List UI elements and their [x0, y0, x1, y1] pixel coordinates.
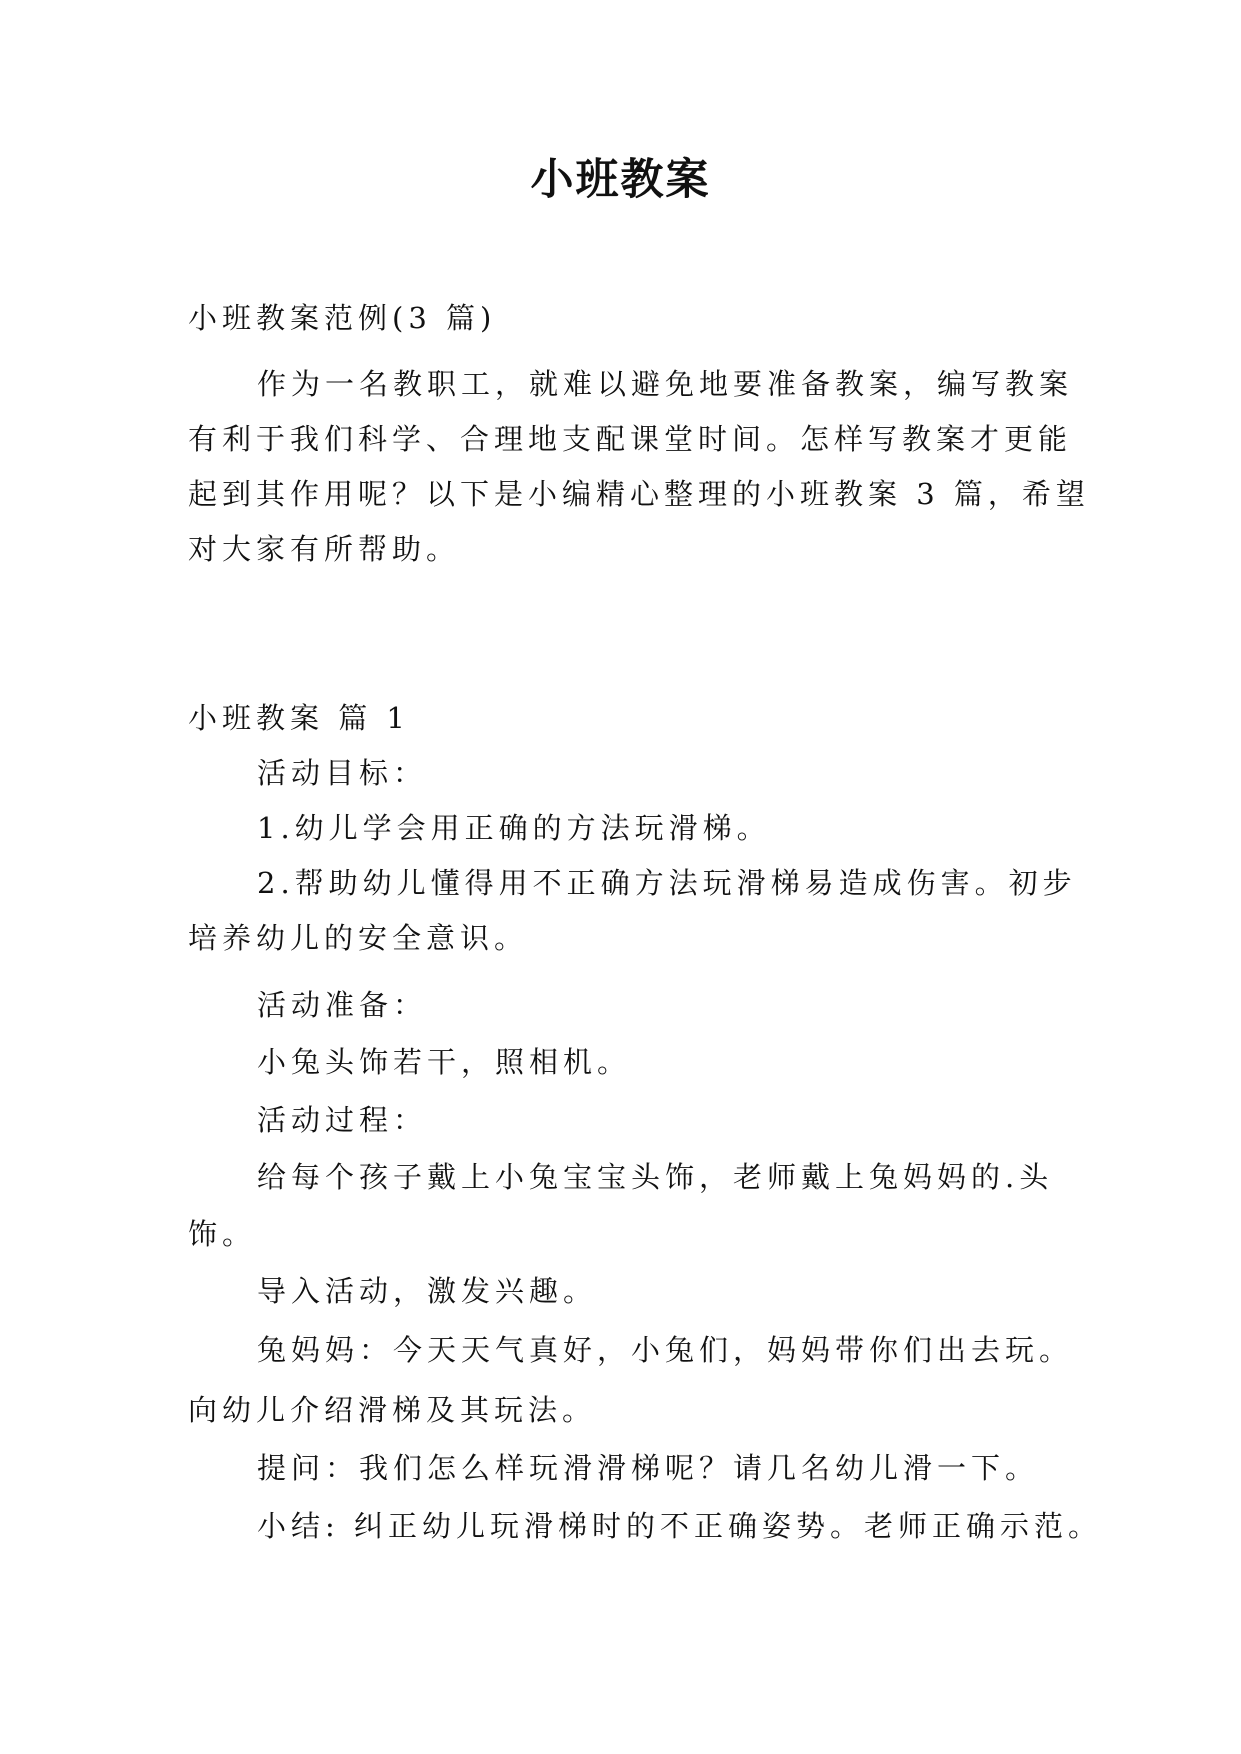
body-line: 活动过程：	[257, 1103, 428, 1137]
body-line: 1.幼儿学会用正确的方法玩滑梯。	[257, 811, 771, 845]
body-line: 活动准备：	[257, 988, 428, 1022]
body-line: 导入活动，激发兴趣。	[257, 1274, 598, 1308]
body-line: 提问：我们怎么样玩滑滑梯呢？请几名幼儿滑一下。	[257, 1451, 1040, 1485]
intro-line: 作为一名教职工，就难以避免地要准备教案，编写教案	[257, 367, 1074, 401]
body-line: 饰。	[188, 1217, 257, 1251]
document-subtitle: 小班教案范例(3 篇)	[188, 301, 497, 335]
body-line: 向幼儿介绍滑梯及其玩法。	[188, 1393, 597, 1427]
intro-line: 有利于我们科学、合理地支配课堂时间。怎样写教案才更能	[188, 422, 1073, 456]
body-line: 小结: 纠正幼儿玩滑梯时的不正确姿势。老师正确示范。	[257, 1509, 1102, 1543]
body-line: 兔妈妈：今天天气真好，小兔们，妈妈带你们出去玩。	[257, 1333, 1074, 1367]
body-line: 小兔头饰若干，照相机。	[257, 1045, 632, 1079]
body-line: 活动目标：	[257, 756, 428, 790]
body-line: 2.帮助幼儿懂得用不正确方法玩滑梯易造成伤害。初步	[257, 866, 1077, 900]
body-line: 给每个孩子戴上小兔宝宝头饰，老师戴上兔妈妈的.头	[257, 1160, 1054, 1194]
section-heading: 小班教案 篇 1	[188, 701, 410, 735]
intro-line: 对大家有所帮助。	[188, 532, 461, 566]
document-title: 小班教案	[530, 155, 711, 205]
intro-line: 起到其作用呢？以下是小编精心整理的小班教案 3 篇，希望	[188, 477, 1090, 511]
body-line: 培养幼儿的安全意识。	[188, 921, 529, 955]
